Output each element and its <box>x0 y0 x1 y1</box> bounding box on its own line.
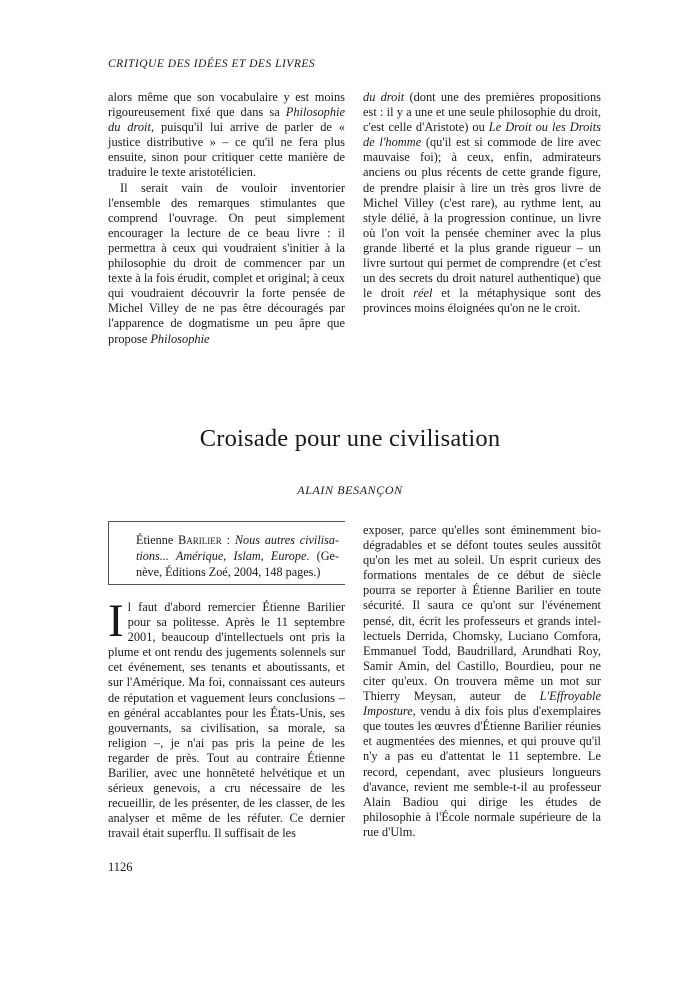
italic-text: Philosophie du droit <box>108 105 345 135</box>
italic-text: du droit <box>363 90 405 104</box>
running-head: CRITIQUE DES IDÉES ET DES LIVRES <box>108 58 316 70</box>
article-column-left-text <box>108 595 345 842</box>
text-run: l faut d'abord remercier Étienne Barilier pour sa politesse. Après le 11 septembre 2001, beaucoup d'intellectuels ont pris la plume et ont rendu des jugements solennels sur cet événement, ses tenants et aboutissants, et sur l'Amérique. Ma foi, connaissant ces auteurs de réputation et vaguement leurs conclusions – en général accablantes pour les États-Unis, ses gouvernants, sa civilisation, sa morale, sa religion –, je n'ai pas pris la peine de les regarder de près. Tout au contraire Étienne Barilier, avec une honnêteté helvétique et un sérieux genevois, a cru nécessaire de les recueillir, de les présenter, de les classer, de les analyser et même de les réfuter. Ce dernier travail était superflu. Il suffisait de les <box>108 600 345 841</box>
paragraph <box>108 595 345 842</box>
review1-column-right <box>363 90 601 316</box>
ref-book-title: Nous autres civilisations... Amérique, Islam, Europe <box>136 533 339 564</box>
text-run: exposer, parce qu'elles sont éminemment biodégradables et se défont toutes seules aussitôt qu'on les met au soleil. Un esprit curieux des formations mentales de ce début de siècle pourra se reporter à Étienne Barilier en toute sécurité. Il saura ce qu'ont sur l'événement pensé, dit, écrit les professeurs et grands intellectuels Derrida, Chomsky, Luciano Comfora, Emmanuel Todd, Baudrillard, Arundhati Roy, Samir Amin, del Castillo, Bourdieu, pour ne citer qu'eux. On trouvera même un mot sur Thierry Meysan, auteur de <box>363 523 601 704</box>
paragraph <box>363 523 601 840</box>
text-run: alors même que son vocabulaire y est moins rigoureusement fixé que dans sa <box>108 90 345 120</box>
book-reference-box <box>108 521 345 585</box>
text-run: , vendu à dix fois plus d'exemplaires que toutes les œuvres d'Étienne Barilier réunies et augmentées des miennes, et qui prouve qu'il n'y a pas eu d'attentat le 11 septembre. Le record, cependant, avec plusieurs longueurs d'avance, revient me semble-t-il au professeur Alain Badiou qui dirige les études de philosophie à l'École normale supérieure de la rue d'Ulm. <box>363 704 601 839</box>
italic-text: réel <box>413 286 433 301</box>
paragraph <box>108 90 345 181</box>
article-column-right <box>363 523 601 840</box>
italic-text: Philosophie <box>150 331 210 346</box>
italic-text: L'Effroyable Imposture <box>363 689 601 719</box>
paragraph <box>363 90 601 316</box>
ref-author-first: Étienne <box>136 533 179 547</box>
article-column-left <box>108 595 345 842</box>
ref-author-last: Barilier <box>178 533 222 547</box>
text-run: , puisqu'il lui arrive de parler de « justice distributive » – ce qu'il ne fera plus ensuite, sinon pour critiquer cette manière de traduire le texte aristotélicien. <box>108 120 345 180</box>
text-run: Il serait vain de vouloir inventorier l'ensemble des remarques stimulantes que comprend l'ouvrage. On peut simplement encourager la lecture de ce beau livre : il permettra à ceux qui voudraient s'initier à la philosophie du droit de commencer par un texte à la fois érudit, complet et original; à ceux qui voudraient découvrir la forte pensée de Michel Villey de ne pas être découragés par l'apparence de dogmatisme un peu âpre que propose <box>108 180 345 346</box>
review1-column-left <box>108 90 345 347</box>
italic-text: Le Droit ou les Droits de l'homme <box>363 120 601 150</box>
text-run: (dont une des premières propositions est : il y a une et une seule philosophie du droit, c'est celle d'Aristote) ou <box>363 90 601 135</box>
paragraph <box>108 181 345 347</box>
drop-cap: I <box>108 595 124 647</box>
ref-sep: : <box>221 533 235 547</box>
text-run: (qu'il est si commode de lire avec mauvaise foi); à ceux, enfin, admirateurs anciens ou plus récents de cette grande figure, de prendre plaisir à lire un très gros livre de Michel Villey (c'est rare), au rythme lent, au style délié, à la progression continue, un livre où l'on voit la pensée cheminer avec la plus grande liberté et la plus grande rigueur – un livre surtout qui permet de comprendre (et c'est un des secrets du droit naturel authentique) que le droit <box>363 135 602 301</box>
article-author: ALAIN BESANÇON <box>297 483 403 497</box>
text-run: et la métaphysique sont des provinces moins éloignées qu'on ne le croit. <box>363 286 601 316</box>
ref-publication: . (Genève, Éditions Zoé, 2004, 148 pages.) <box>136 549 339 580</box>
article-title: Croisade pour une civilisation <box>199 425 501 452</box>
page-number: 1126 <box>108 860 133 874</box>
